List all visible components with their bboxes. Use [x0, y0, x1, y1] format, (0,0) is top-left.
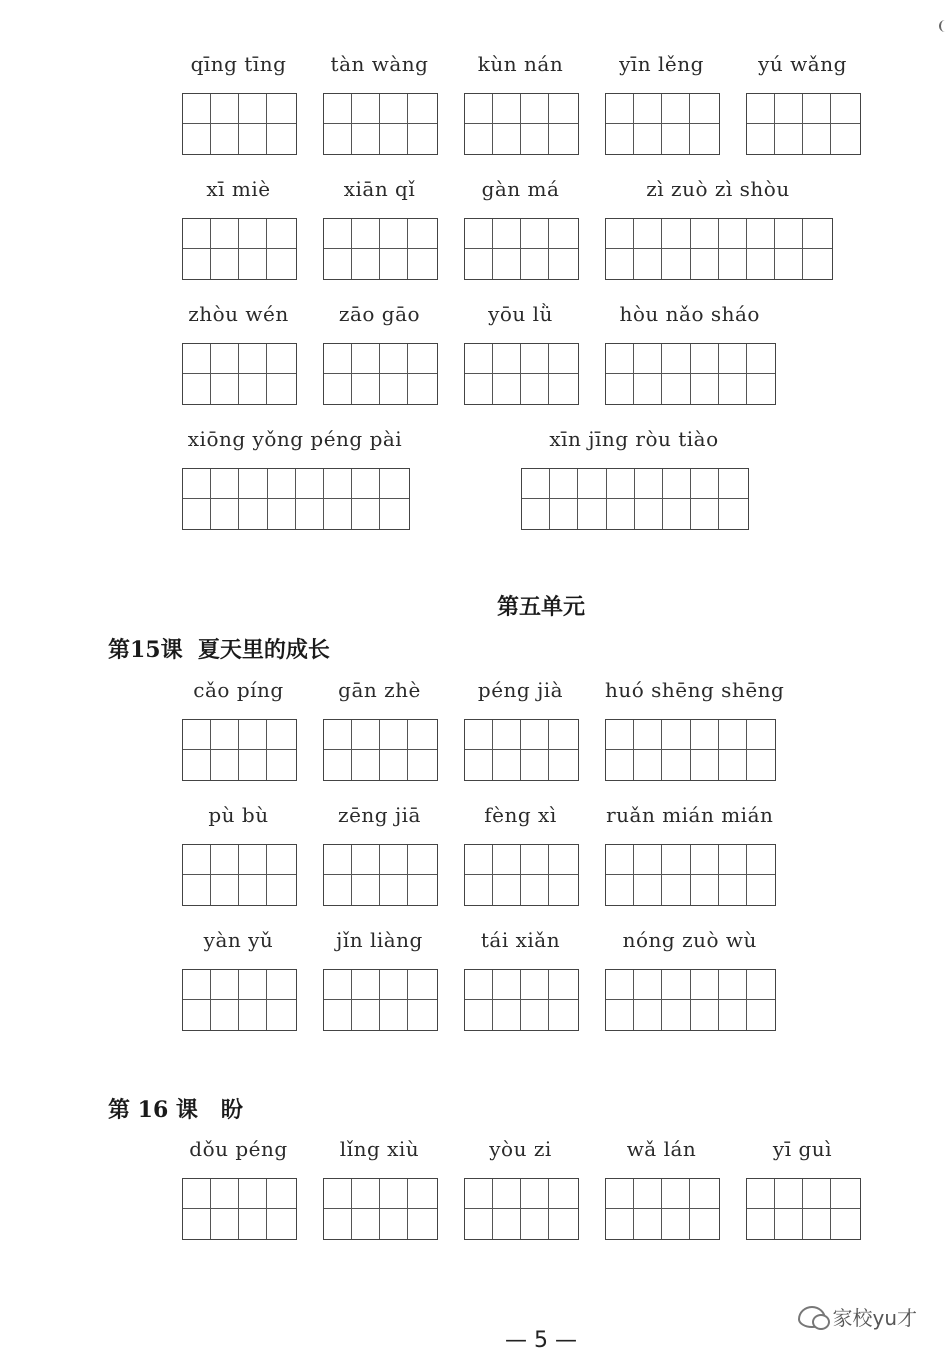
corner-mark — [939, 20, 947, 32]
writing-cell[interactable] — [211, 720, 239, 780]
writing-grid[interactable] — [605, 1178, 720, 1240]
writing-grid[interactable] — [323, 969, 438, 1031]
writing-grid[interactable] — [605, 218, 833, 280]
writing-cell[interactable] — [634, 845, 662, 905]
writing-cell[interactable] — [408, 720, 436, 780]
writing-cell[interactable] — [183, 720, 211, 780]
writing-cell[interactable] — [803, 94, 831, 154]
writing-cell[interactable] — [550, 469, 578, 529]
writing-cell[interactable] — [662, 219, 690, 279]
writing-cell[interactable] — [719, 469, 747, 529]
pinyin-label: huó shēng shēng — [605, 678, 785, 702]
writing-grid[interactable] — [605, 93, 720, 155]
writing-cell[interactable] — [211, 344, 239, 404]
writing-cell[interactable] — [521, 1179, 549, 1239]
writing-cell[interactable] — [408, 219, 436, 279]
writing-cell[interactable] — [775, 1179, 803, 1239]
writing-grid[interactable] — [464, 719, 579, 781]
pinyin-label: xī miè — [206, 177, 271, 201]
writing-cell[interactable] — [549, 94, 577, 154]
writing-cell[interactable] — [606, 845, 634, 905]
writing-cell[interactable] — [380, 720, 408, 780]
writing-grid[interactable] — [182, 844, 297, 906]
writing-cell[interactable] — [352, 344, 380, 404]
writing-cell[interactable] — [635, 469, 663, 529]
writing-cell[interactable] — [267, 219, 295, 279]
writing-cell[interactable] — [465, 720, 493, 780]
pinyin-label: zēng jiā — [338, 803, 421, 827]
writing-cell[interactable] — [239, 845, 267, 905]
writing-cell[interactable] — [493, 1179, 521, 1239]
writing-cell[interactable] — [380, 469, 408, 529]
writing-cell[interactable] — [662, 1179, 690, 1239]
writing-cell[interactable] — [634, 720, 662, 780]
writing-cell[interactable] — [747, 94, 775, 154]
writing-cell[interactable] — [662, 970, 690, 1030]
writing-cell[interactable] — [775, 219, 803, 279]
writing-cell[interactable] — [803, 1179, 831, 1239]
writing-cell[interactable] — [296, 469, 324, 529]
pinyin-label: zì zuò zì shòu — [646, 177, 790, 201]
writing-cell[interactable] — [380, 344, 408, 404]
writing-cell[interactable] — [408, 845, 436, 905]
pinyin-label: jǐn liàng — [336, 928, 423, 952]
writing-cell[interactable] — [662, 94, 690, 154]
writing-cell[interactable] — [606, 219, 634, 279]
writing-cell[interactable] — [183, 970, 211, 1030]
pinyin-label: ruǎn mián mián — [606, 803, 774, 827]
writing-grid[interactable] — [464, 969, 579, 1031]
writing-grid[interactable] — [605, 844, 776, 906]
writing-grid[interactable] — [464, 343, 579, 405]
writing-cell[interactable] — [324, 469, 352, 529]
writing-cell[interactable] — [211, 845, 239, 905]
watermark — [798, 1302, 917, 1331]
pinyin-label: yòu zi — [489, 1137, 552, 1161]
writing-cell[interactable] — [662, 845, 690, 905]
writing-cell[interactable] — [211, 94, 239, 154]
pinyin-label: xiān qǐ — [343, 177, 416, 201]
writing-cell[interactable] — [352, 1179, 380, 1239]
writing-cell[interactable] — [662, 344, 690, 404]
watermark-text: 家校yu才 — [832, 1306, 917, 1330]
writing-cell[interactable] — [324, 845, 352, 905]
writing-cell[interactable] — [352, 469, 380, 529]
writing-cell[interactable] — [606, 94, 634, 154]
pinyin-label: gàn má — [481, 177, 560, 201]
pinyin-label: wǎ lán — [626, 1137, 697, 1161]
writing-cell[interactable] — [408, 970, 436, 1030]
writing-cell[interactable] — [267, 344, 295, 404]
pinyin-label: gān zhè — [338, 678, 421, 702]
writing-cell[interactable] — [465, 344, 493, 404]
pinyin-label: tàn wàng — [330, 52, 429, 76]
pinyin-label: yīn lěng — [619, 52, 704, 76]
writing-cell[interactable] — [634, 344, 662, 404]
writing-cell[interactable] — [211, 1179, 239, 1239]
writing-cell[interactable] — [493, 970, 521, 1030]
writing-cell[interactable] — [183, 219, 211, 279]
lesson-15-title: 第15课 夏天里的成长 — [108, 637, 330, 663]
writing-cell[interactable] — [239, 469, 267, 529]
writing-cell[interactable] — [690, 94, 718, 154]
writing-cell[interactable] — [747, 344, 775, 404]
writing-grid[interactable] — [182, 93, 297, 155]
writing-cell[interactable] — [521, 970, 549, 1030]
writing-cell[interactable] — [747, 720, 775, 780]
writing-cell[interactable] — [211, 219, 239, 279]
unit-title: 第五单元 — [496, 594, 585, 620]
writing-cell[interactable] — [747, 219, 775, 279]
writing-grid[interactable] — [605, 719, 776, 781]
writing-cell[interactable] — [267, 94, 295, 154]
writing-cell[interactable] — [183, 845, 211, 905]
writing-cell[interactable] — [239, 94, 267, 154]
writing-cell[interactable] — [691, 219, 719, 279]
writing-cell[interactable] — [663, 469, 691, 529]
writing-cell[interactable] — [634, 219, 662, 279]
writing-cell[interactable] — [493, 344, 521, 404]
writing-grid[interactable] — [464, 93, 579, 155]
writing-cell[interactable] — [239, 720, 267, 780]
writing-grid[interactable] — [323, 343, 438, 405]
writing-grid[interactable] — [464, 844, 579, 906]
writing-cell[interactable] — [380, 1179, 408, 1239]
writing-cell[interactable] — [634, 94, 662, 154]
writing-cell[interactable] — [606, 344, 634, 404]
writing-grid[interactable] — [323, 844, 438, 906]
writing-cell[interactable] — [719, 344, 747, 404]
writing-cell[interactable] — [549, 845, 577, 905]
writing-cell[interactable] — [521, 720, 549, 780]
writing-cell[interactable] — [521, 344, 549, 404]
writing-cell[interactable] — [803, 219, 831, 279]
writing-cell[interactable] — [521, 94, 549, 154]
writing-cell[interactable] — [578, 469, 606, 529]
pinyin-label: hòu nǎo sháo — [619, 302, 760, 326]
pinyin-label: kùn nán — [477, 52, 564, 76]
writing-cell[interactable] — [324, 94, 352, 154]
writing-cell[interactable] — [747, 1179, 775, 1239]
pinyin-label: qīng tīng — [190, 52, 287, 76]
writing-grid[interactable] — [464, 1178, 579, 1240]
pinyin-label: lǐng xiù — [339, 1137, 420, 1161]
writing-cell[interactable] — [324, 1179, 352, 1239]
writing-cell[interactable] — [493, 94, 521, 154]
pinyin-label: nóng zuò wù — [622, 928, 757, 952]
writing-cell[interactable] — [522, 469, 550, 529]
writing-cell[interactable] — [239, 970, 267, 1030]
writing-cell[interactable] — [352, 845, 380, 905]
writing-grid[interactable] — [746, 93, 861, 155]
writing-cell[interactable] — [549, 219, 577, 279]
writing-cell[interactable] — [465, 845, 493, 905]
writing-cell[interactable] — [691, 845, 719, 905]
writing-grid[interactable] — [182, 969, 297, 1031]
writing-grid[interactable] — [182, 1178, 297, 1240]
wechat-icon — [798, 1306, 826, 1328]
writing-cell[interactable] — [380, 970, 408, 1030]
pinyin-label: yōu lǜ — [488, 302, 553, 326]
writing-grid[interactable] — [746, 1178, 861, 1240]
writing-cell[interactable] — [352, 219, 380, 279]
writing-cell[interactable] — [719, 219, 747, 279]
writing-cell[interactable] — [268, 469, 296, 529]
writing-cell[interactable] — [211, 469, 239, 529]
writing-cell[interactable] — [324, 970, 352, 1030]
writing-cell[interactable] — [606, 720, 634, 780]
writing-cell[interactable] — [239, 219, 267, 279]
writing-cell[interactable] — [465, 1179, 493, 1239]
writing-grid[interactable] — [521, 468, 749, 530]
writing-grid[interactable] — [323, 1178, 438, 1240]
writing-cell[interactable] — [267, 845, 295, 905]
writing-cell[interactable] — [267, 970, 295, 1030]
writing-cell[interactable] — [691, 970, 719, 1030]
pinyin-label: fèng xì — [484, 803, 557, 827]
pinyin-label: cǎo píng — [193, 678, 284, 702]
writing-cell[interactable] — [493, 845, 521, 905]
pinyin-label: pù bù — [208, 803, 269, 827]
writing-cell[interactable] — [465, 219, 493, 279]
writing-cell[interactable] — [408, 1179, 436, 1239]
writing-grid[interactable] — [182, 719, 297, 781]
writing-cell[interactable] — [380, 845, 408, 905]
writing-cell[interactable] — [408, 94, 436, 154]
pinyin-label: dǒu péng — [189, 1137, 288, 1161]
writing-cell[interactable] — [380, 219, 408, 279]
writing-cell[interactable] — [493, 219, 521, 279]
pinyin-label: zāo gāo — [338, 302, 421, 326]
writing-cell[interactable] — [352, 970, 380, 1030]
writing-cell[interactable] — [662, 720, 690, 780]
writing-cell[interactable] — [691, 344, 719, 404]
writing-cell[interactable] — [324, 344, 352, 404]
writing-cell[interactable] — [183, 94, 211, 154]
pinyin-label: yī guì — [772, 1137, 833, 1161]
writing-cell[interactable] — [719, 720, 747, 780]
writing-cell[interactable] — [239, 344, 267, 404]
writing-cell[interactable] — [380, 94, 408, 154]
pinyin-label: zhòu wén — [188, 302, 289, 326]
writing-grid[interactable] — [323, 93, 438, 155]
writing-cell[interactable] — [691, 720, 719, 780]
page-number: — 5 — — [505, 1328, 577, 1353]
writing-cell[interactable] — [606, 1179, 634, 1239]
writing-grid[interactable] — [182, 468, 410, 530]
writing-cell[interactable] — [521, 845, 549, 905]
writing-cell[interactable] — [549, 970, 577, 1030]
writing-grid[interactable] — [182, 343, 297, 405]
writing-grid[interactable] — [182, 218, 297, 280]
writing-cell[interactable] — [775, 94, 803, 154]
pinyin-label: yú wǎng — [758, 52, 847, 76]
writing-cell[interactable] — [183, 344, 211, 404]
writing-cell[interactable] — [493, 720, 521, 780]
writing-cell[interactable] — [719, 970, 747, 1030]
writing-cell[interactable] — [831, 1179, 859, 1239]
pinyin-label: yàn yǔ — [203, 928, 274, 952]
writing-cell[interactable] — [719, 845, 747, 905]
pinyin-label: xiōng yǒng péng pài — [187, 427, 403, 451]
pinyin-label: xīn jīng ròu tiào — [549, 427, 719, 451]
writing-cell[interactable] — [606, 970, 634, 1030]
lesson-16-title: 第 16 课 盼 — [108, 1097, 243, 1123]
writing-cell[interactable] — [747, 970, 775, 1030]
writing-cell[interactable] — [183, 469, 211, 529]
writing-cell[interactable] — [324, 720, 352, 780]
pinyin-label: tái xiǎn — [480, 928, 561, 952]
writing-cell[interactable] — [211, 970, 239, 1030]
writing-cell[interactable] — [747, 845, 775, 905]
writing-cell[interactable] — [352, 94, 380, 154]
writing-cell[interactable] — [691, 469, 719, 529]
writing-cell[interactable] — [408, 344, 436, 404]
writing-cell[interactable] — [831, 94, 859, 154]
writing-cell[interactable] — [521, 219, 549, 279]
writing-cell[interactable] — [183, 1179, 211, 1239]
pinyin-label: péng jià — [477, 678, 564, 702]
writing-cell[interactable] — [690, 1179, 718, 1239]
writing-grid[interactable] — [464, 218, 579, 280]
writing-cell[interactable] — [634, 1179, 662, 1239]
writing-grid[interactable] — [605, 343, 776, 405]
writing-cell[interactable] — [607, 469, 635, 529]
writing-cell[interactable] — [634, 970, 662, 1030]
writing-cell[interactable] — [465, 970, 493, 1030]
writing-grid[interactable] — [323, 719, 438, 781]
writing-cell[interactable] — [239, 1179, 267, 1239]
writing-cell[interactable] — [549, 344, 577, 404]
writing-cell[interactable] — [465, 94, 493, 154]
writing-grid[interactable] — [605, 969, 776, 1031]
writing-cell[interactable] — [549, 1179, 577, 1239]
writing-cell[interactable] — [549, 720, 577, 780]
writing-cell[interactable] — [267, 720, 295, 780]
writing-cell[interactable] — [352, 720, 380, 780]
writing-grid[interactable] — [323, 218, 438, 280]
writing-cell[interactable] — [324, 219, 352, 279]
writing-cell[interactable] — [267, 1179, 295, 1239]
